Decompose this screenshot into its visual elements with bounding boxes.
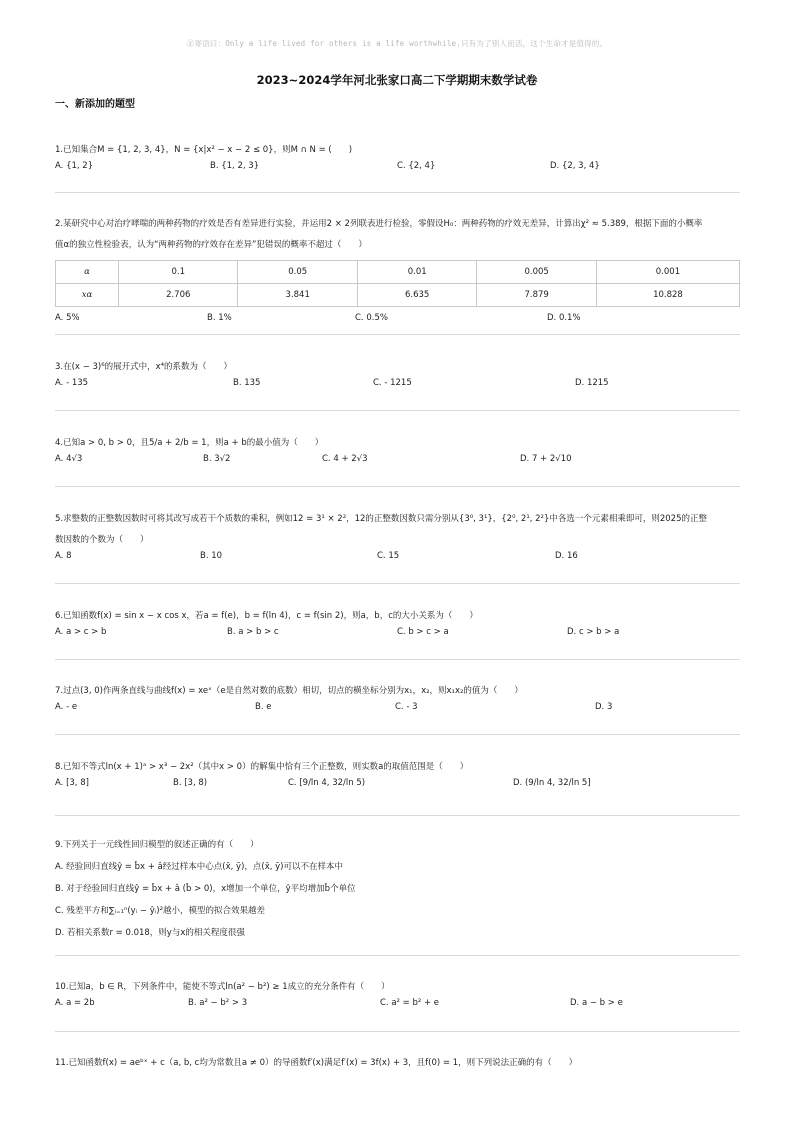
divider xyxy=(55,734,740,735)
option-b[interactable]: B. 10 xyxy=(200,551,223,561)
question-stem: 3.在(x − 3)⁶的展开式中，x⁴的系数为（ ） xyxy=(55,362,233,372)
question-stem: 7.过点(3, 0)作两条直线与曲线f(x) = xeˣ（e是自然对数的底数）相切，切点的横坐标分别为x₁，x₂，则x₁x₂的值为（ ） xyxy=(55,686,523,696)
option-a[interactable]: A. [3, 8] xyxy=(55,778,89,788)
table-cell: 10.828 xyxy=(596,284,739,307)
option-a[interactable]: A. - e xyxy=(55,702,78,712)
option-a[interactable]: A. 8 xyxy=(55,551,72,561)
option-c[interactable]: C. - 3 xyxy=(395,702,418,712)
option-d[interactable]: D. 16 xyxy=(555,551,578,561)
option-a[interactable]: A. a > c > b xyxy=(55,627,107,637)
question-3 xyxy=(55,357,740,396)
option-d[interactable]: D. a − b > e xyxy=(570,998,623,1008)
divider xyxy=(55,659,740,660)
watermark: ㊣寄语曰：Only a life lived for others is a life worthwhile.只有为了别人而活，这个生命才是值得的。 xyxy=(186,39,608,48)
divider xyxy=(55,192,740,193)
option-b[interactable]: B. 3√2 xyxy=(203,454,231,464)
divider xyxy=(55,955,740,956)
table-cell: 7.879 xyxy=(477,284,596,307)
divider xyxy=(55,334,740,335)
table-cell: 0.05 xyxy=(238,261,357,284)
option-c[interactable]: C. b > c > a xyxy=(397,627,449,637)
option-c[interactable]: C. 15 xyxy=(377,551,400,561)
option-b[interactable]: B. a² − b² > 3 xyxy=(188,998,248,1008)
table-cell: xα xyxy=(56,284,119,307)
question-stem: 5.求整数的正整数因数时可将其改写成若干个质数的乘积，例如12 = 3¹ × 2²，12的正整数因数只需分别从{3⁰, 3¹}，{2⁰, 2¹, 2²}中各选一个元素相乘即可，则2025的正整 xyxy=(55,514,707,524)
option-a[interactable]: A. 5% xyxy=(55,313,80,323)
table-cell: α xyxy=(56,261,119,284)
divider xyxy=(55,815,740,816)
table-cell: 6.635 xyxy=(357,284,476,307)
page-title: 2023~2024学年河北张家口高二下学期期末数学试卷 xyxy=(256,73,538,87)
table-cell: 2.706 xyxy=(119,284,238,307)
question-11 xyxy=(55,1053,740,1074)
option-c[interactable]: C. 残差平方和∑ᵢ₌₁ⁿ(yᵢ − ŷᵢ)²越小，模型的拟合效果越差 xyxy=(55,906,266,916)
option-b[interactable]: B. a > b > c xyxy=(227,627,279,637)
table-cell: 3.841 xyxy=(238,284,357,307)
table-cell: 0.001 xyxy=(596,261,739,284)
option-c[interactable]: C. a² = b² + e xyxy=(380,998,440,1008)
divider xyxy=(55,410,740,411)
divider xyxy=(55,583,740,584)
table-cell: 0.005 xyxy=(477,261,596,284)
critical-value-table xyxy=(55,260,740,307)
question-5 xyxy=(55,509,740,569)
option-b[interactable]: B. 1% xyxy=(207,313,232,323)
section-heading: 一、新添加的题型 xyxy=(55,99,135,110)
option-d[interactable]: D. (9/ln 4, 32/ln 5] xyxy=(513,778,591,788)
table-row xyxy=(56,261,740,284)
question-7 xyxy=(55,681,740,720)
option-c[interactable]: C. - 1215 xyxy=(373,378,412,388)
divider xyxy=(55,486,740,487)
option-b[interactable]: B. e xyxy=(255,702,272,712)
option-d[interactable]: D. 1215 xyxy=(575,378,609,388)
table-cell: 0.1 xyxy=(119,261,238,284)
option-a[interactable]: A. - 135 xyxy=(55,378,89,388)
option-d[interactable]: D. {2, 3, 4} xyxy=(550,161,600,171)
option-d[interactable]: D. c > b > a xyxy=(567,627,620,637)
option-a[interactable]: A. {1, 2} xyxy=(55,161,94,171)
option-c[interactable]: C. 4 + 2√3 xyxy=(322,454,368,464)
table-row xyxy=(56,284,740,307)
question-stem: 10.已知a，b ∈ R，下列条件中，能使不等式ln(a² − b²) ≥ 1成立的充分条件有（ ） xyxy=(55,982,390,992)
option-c[interactable]: C. 0.5% xyxy=(355,313,388,323)
divider xyxy=(55,1031,740,1032)
option-c[interactable]: C. {2, 4} xyxy=(397,161,436,171)
option-d[interactable]: D. 3 xyxy=(595,702,613,712)
question-stem: 9.下列关于一元线性回归模型的叙述正确的有（ ） xyxy=(55,840,259,850)
question-stem: 数因数的个数为（ ） xyxy=(55,535,149,545)
option-b[interactable]: B. {1, 2, 3} xyxy=(210,161,260,171)
question-10 xyxy=(55,977,740,1016)
question-stem: 8.已知不等式ln(x + 1)ᵃ > x³ − 2x²（其中x > 0）的解集中恰有三个正整数，则实数a的取值范围是（ ） xyxy=(55,762,469,772)
question-2 xyxy=(55,214,740,331)
option-d[interactable]: D. 7 + 2√10 xyxy=(520,454,572,464)
question-8 xyxy=(55,757,740,800)
option-a[interactable]: A. a = 2b xyxy=(55,998,95,1008)
question-9 xyxy=(55,835,740,944)
option-c[interactable]: C. [9/ln 4, 32/ln 5) xyxy=(288,778,366,788)
table-cell: 0.01 xyxy=(357,261,476,284)
option-a[interactable]: A. 4√3 xyxy=(55,454,83,464)
option-b[interactable]: B. 135 xyxy=(233,378,261,388)
option-a[interactable]: A. 经验回归直线ŷ = b̂x + â经过样本中心点(x̄, ȳ)，点(x̄, ȳ)可以不在样本中 xyxy=(55,862,343,872)
question-4 xyxy=(55,433,740,472)
option-d[interactable]: D. 若相关系数r = 0.018，则y与x的相关程度很强 xyxy=(55,928,245,938)
option-d[interactable]: D. 0.1% xyxy=(547,313,581,323)
question-stem: 1.已知集合M = {1, 2, 3, 4}，N = {x|x² − x − 2 ≤ 0}，则M ∩ N = ( ) xyxy=(55,145,353,155)
question-1 xyxy=(55,140,740,179)
option-b[interactable]: B. [3, 8) xyxy=(173,778,208,788)
question-stem: 2.某研究中心对治疗哮喘的两种药物的疗效是否有差异进行实验，并运用2 × 2列联表进行检验，零假设H₀：两种药物的疗效无差异，计算出χ² ≈ 5.389，根据下面的小概率 xyxy=(55,219,703,229)
question-stem: 11.已知函数f(x) = aeᵇˣ + c（a, b, c均为常数且a ≠ 0）的导函数f′(x)满足f′(x) = 3f(x) + 3，且f(0) = 1，则下列说法正确的有（ ） xyxy=(55,1058,578,1068)
option-b[interactable]: B. 对于经验回归直线ŷ = b̂x + â (b̂ > 0)，x增加一个单位，ŷ平均增加b̂个单位 xyxy=(55,884,356,894)
question-stem: 6.已知函数f(x) = sin x − x cos x，若a = f(e)，b = f(ln 4)，c = f(sin 2)，则a，b，c的大小关系为（ ） xyxy=(55,611,478,621)
question-6 xyxy=(55,606,740,645)
question-stem: 4.已知a > 0, b > 0，且5/a + 2/b = 1，则a + b的最小值为（ ） xyxy=(55,438,324,448)
question-stem: 值α的独立性检验表，认为“两种药物的疗效存在差异”犯错误的概率不超过（ ） xyxy=(55,240,367,250)
